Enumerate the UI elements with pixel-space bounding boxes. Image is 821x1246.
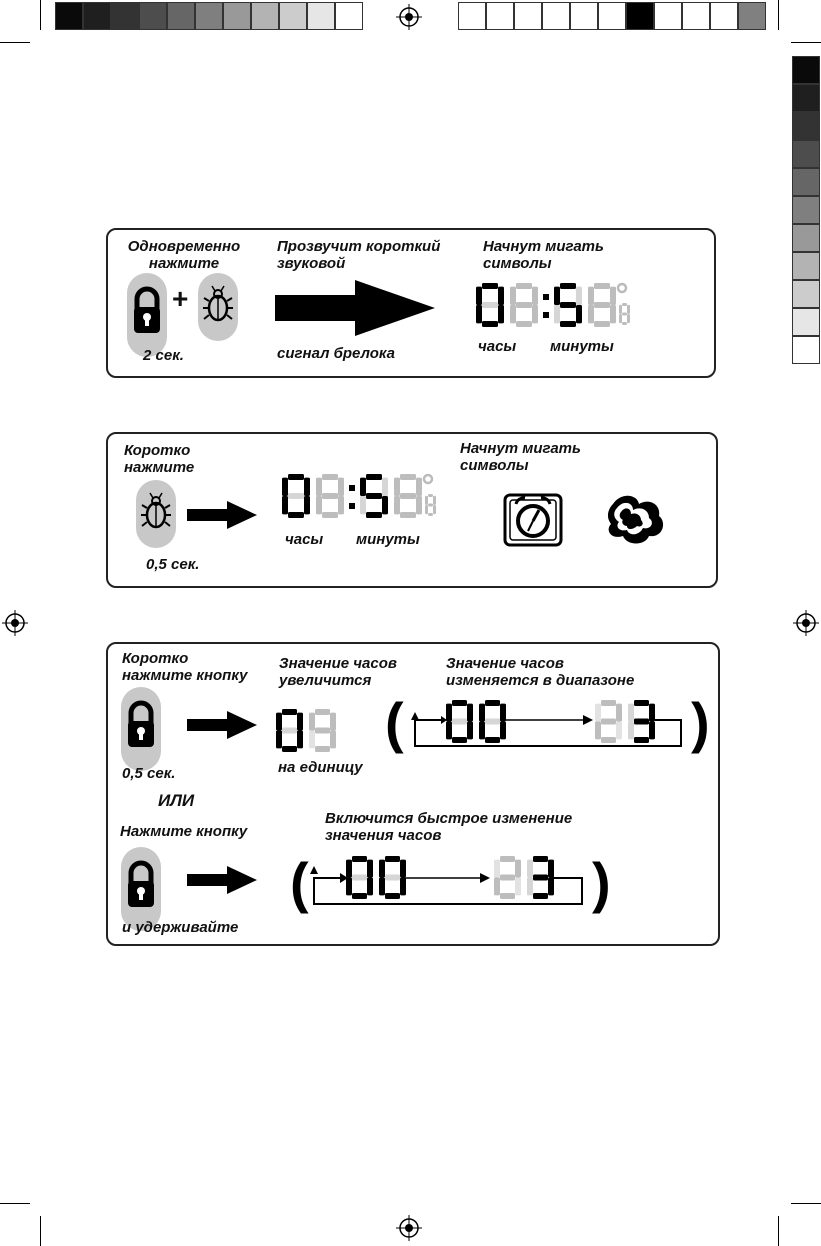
plus-sign: + (172, 283, 189, 314)
hold-label: Нажмите кнопку (120, 823, 248, 840)
range-loop (385, 690, 715, 760)
press-label: Коротко нажмите кнопку (122, 650, 248, 684)
svg-text:(: ( (290, 851, 309, 914)
color-swatch (792, 308, 820, 336)
beetle-button-icon (136, 480, 176, 553)
blink-label: Начнут мигать символы (483, 238, 604, 272)
lcd-hours-23 (494, 855, 558, 906)
or-label: ИЛИ (158, 791, 195, 810)
color-swatch (279, 2, 307, 30)
duration-label: 0,5 сек. (122, 765, 176, 782)
hours-label: часы (478, 338, 517, 355)
lcd-clock (282, 472, 442, 527)
crop-mark (0, 1203, 30, 1204)
svg-text:(: ( (385, 691, 404, 754)
fast-label: Включится быстрое изменение значения часов (325, 810, 573, 844)
hours-label: часы (285, 531, 324, 548)
color-swatch (570, 2, 598, 30)
crop-mark (40, 0, 41, 30)
color-swatch (514, 2, 542, 30)
cloud-icon (603, 490, 667, 546)
color-swatch (458, 2, 486, 30)
lcd-hours-09 (276, 708, 340, 759)
beetle-button-icon (198, 273, 238, 346)
color-swatch (792, 56, 820, 84)
lcd-hours-23 (595, 699, 659, 750)
color-swatch (335, 2, 363, 30)
small-arrow (187, 711, 257, 739)
color-swatch (792, 336, 820, 364)
side-gray-strip (792, 56, 820, 364)
top-gray-strip (55, 2, 363, 30)
range-label: Значение часов изменяется в диапазоне (446, 655, 635, 689)
big-arrow (275, 280, 435, 336)
increase-label-end: на единицу (278, 759, 363, 776)
crop-mark (778, 1216, 779, 1246)
color-swatch (792, 196, 820, 224)
color-swatch (486, 2, 514, 30)
beep-label-end: сигнал брелока (277, 345, 395, 362)
color-swatch (223, 2, 251, 30)
lock-button-icon (121, 687, 161, 776)
crop-mark (778, 0, 779, 30)
color-swatch (738, 2, 766, 30)
lcd-hours-00 (446, 699, 510, 750)
small-arrow (187, 866, 257, 894)
color-swatch (792, 224, 820, 252)
color-swatch (55, 2, 83, 30)
blink-label: Начнут мигать символы (460, 440, 581, 474)
hold-label-end: и удерживайте (122, 919, 239, 936)
duration-label: 2 сек. (143, 347, 184, 364)
color-swatch (195, 2, 223, 30)
minutes-label: минуты (356, 531, 420, 548)
color-swatch (710, 2, 738, 30)
color-swatch (307, 2, 335, 30)
duration-label: 0,5 сек. (146, 556, 200, 573)
color-swatch (792, 112, 820, 140)
minutes-label: минуты (550, 338, 614, 355)
svg-text:): ) (691, 691, 710, 754)
color-swatch (542, 2, 570, 30)
crop-mark (791, 1203, 821, 1204)
crop-mark (40, 1216, 41, 1246)
registration-mark (396, 4, 422, 30)
color-swatch (83, 2, 111, 30)
fast-loop (290, 848, 620, 918)
color-swatch (111, 2, 139, 30)
press-label: Коротко нажмите (124, 442, 195, 476)
top-pattern-strip (458, 2, 766, 30)
crop-mark (791, 42, 821, 43)
registration-mark (793, 610, 819, 636)
press-label: Одновременно нажмите (127, 238, 241, 272)
lcd-hours-00 (346, 855, 410, 906)
alarm-clock-icon (503, 489, 563, 547)
color-swatch (139, 2, 167, 30)
color-swatch (654, 2, 682, 30)
beep-label: Прозвучит короткий звуковой (277, 238, 441, 272)
color-swatch (167, 2, 195, 30)
color-swatch (598, 2, 626, 30)
small-arrow (187, 501, 257, 529)
registration-mark (396, 1215, 422, 1241)
svg-text:): ) (592, 851, 611, 914)
increase-label: Значение часов увеличится (279, 655, 397, 689)
color-swatch (792, 252, 820, 280)
color-swatch (626, 2, 654, 30)
color-swatch (792, 168, 820, 196)
crop-mark (0, 42, 30, 43)
registration-mark (2, 610, 28, 636)
color-swatch (251, 2, 279, 30)
color-swatch (792, 280, 820, 308)
color-swatch (792, 140, 820, 168)
color-swatch (792, 84, 820, 112)
color-swatch (682, 2, 710, 30)
lcd-clock (476, 281, 636, 336)
